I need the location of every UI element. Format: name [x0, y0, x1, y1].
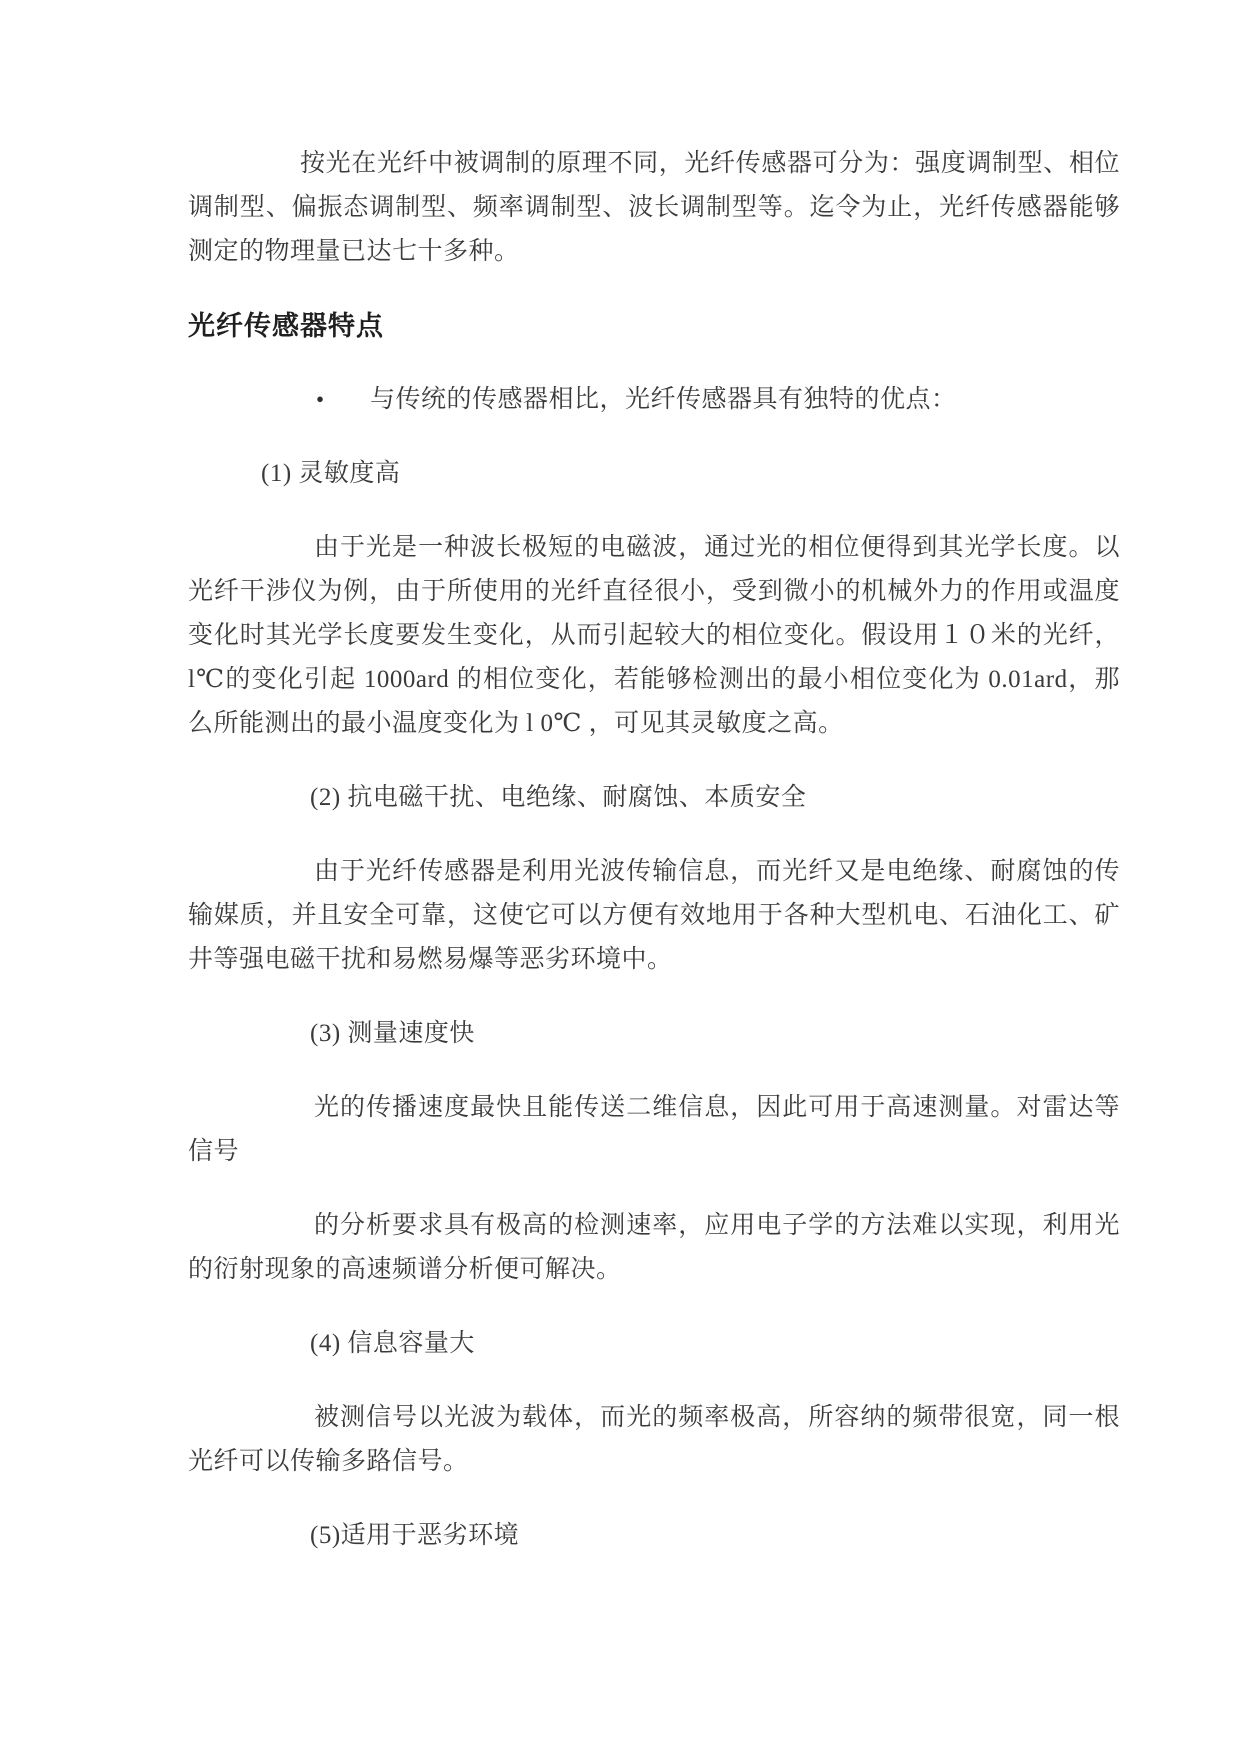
- bullet-text: 与传统的传感器相比，光纤传感器具有独特的优点：: [370, 386, 957, 413]
- section-heading: 光纤传感器特点: [188, 311, 384, 341]
- feature-3-label: (3) 测量速度快: [310, 1020, 475, 1047]
- bullet-item: [188, 378, 1120, 422]
- feature-4-label: (4) 信息容量大: [310, 1330, 475, 1357]
- intro-paragraph: 按光在光纤中被调制的原理不同，光纤传感器可分为：强度调制型、相位调制型、偏振态调制型、频率调制型、波长调制型等。迄令为止，光纤传感器能够测定的物理量已达七十多种。: [188, 150, 1120, 265]
- feature-1-paragraph: 由于光是一种波长极短的电磁波，通过光的相位便得到其光学长度。以光纤干涉仪为例，由于所使用的光纤直径很小，受到微小的机械外力的作用或温度变化时其光学长度要发生变化，从而引起较大的相位变化。假设用１０米的光纤，l℃的变化引起 1000ard 的相位变化，若能够检测出的最小相位变化为 0.01ard，那么所能测出的最小温度变化为 l 0℃ ，可见其灵敏度之高。: [188, 534, 1120, 737]
- feature-1-label: (1) 灵敏度高: [261, 460, 401, 487]
- feature-3-paragraph-2: 的分析要求具有极高的检测速率，应用电子学的方法难以实现，利用光的衍射现象的高速频谱分析便可解决。: [188, 1212, 1120, 1283]
- feature-2-label: (2) 抗电磁干扰、电绝缘、耐腐蚀、本质安全: [310, 784, 807, 811]
- feature-2-paragraph: 由于光纤传感器是利用光波传输信息，而光纤又是电绝缘、耐腐蚀的传输媒质，并且安全可靠，这使它可以方便有效地用于各种大型机电、石油化工、矿井等强电磁干扰和易燃易爆等恶劣环境中。: [188, 858, 1120, 973]
- feature-5-label: (5)适用于恶劣环境: [310, 1522, 520, 1549]
- feature-4-paragraph: 被测信号以光波为载体，而光的频率极高，所容纳的频带很宽，同一根光纤可以传输多路信号。: [188, 1404, 1120, 1475]
- feature-3-paragraph-1: 光的传播速度最快且能传送二维信息，因此可用于高速测量。对雷达等信号: [188, 1094, 1120, 1165]
- document-body: [188, 142, 1120, 1558]
- bullet-icon: •: [316, 387, 325, 412]
